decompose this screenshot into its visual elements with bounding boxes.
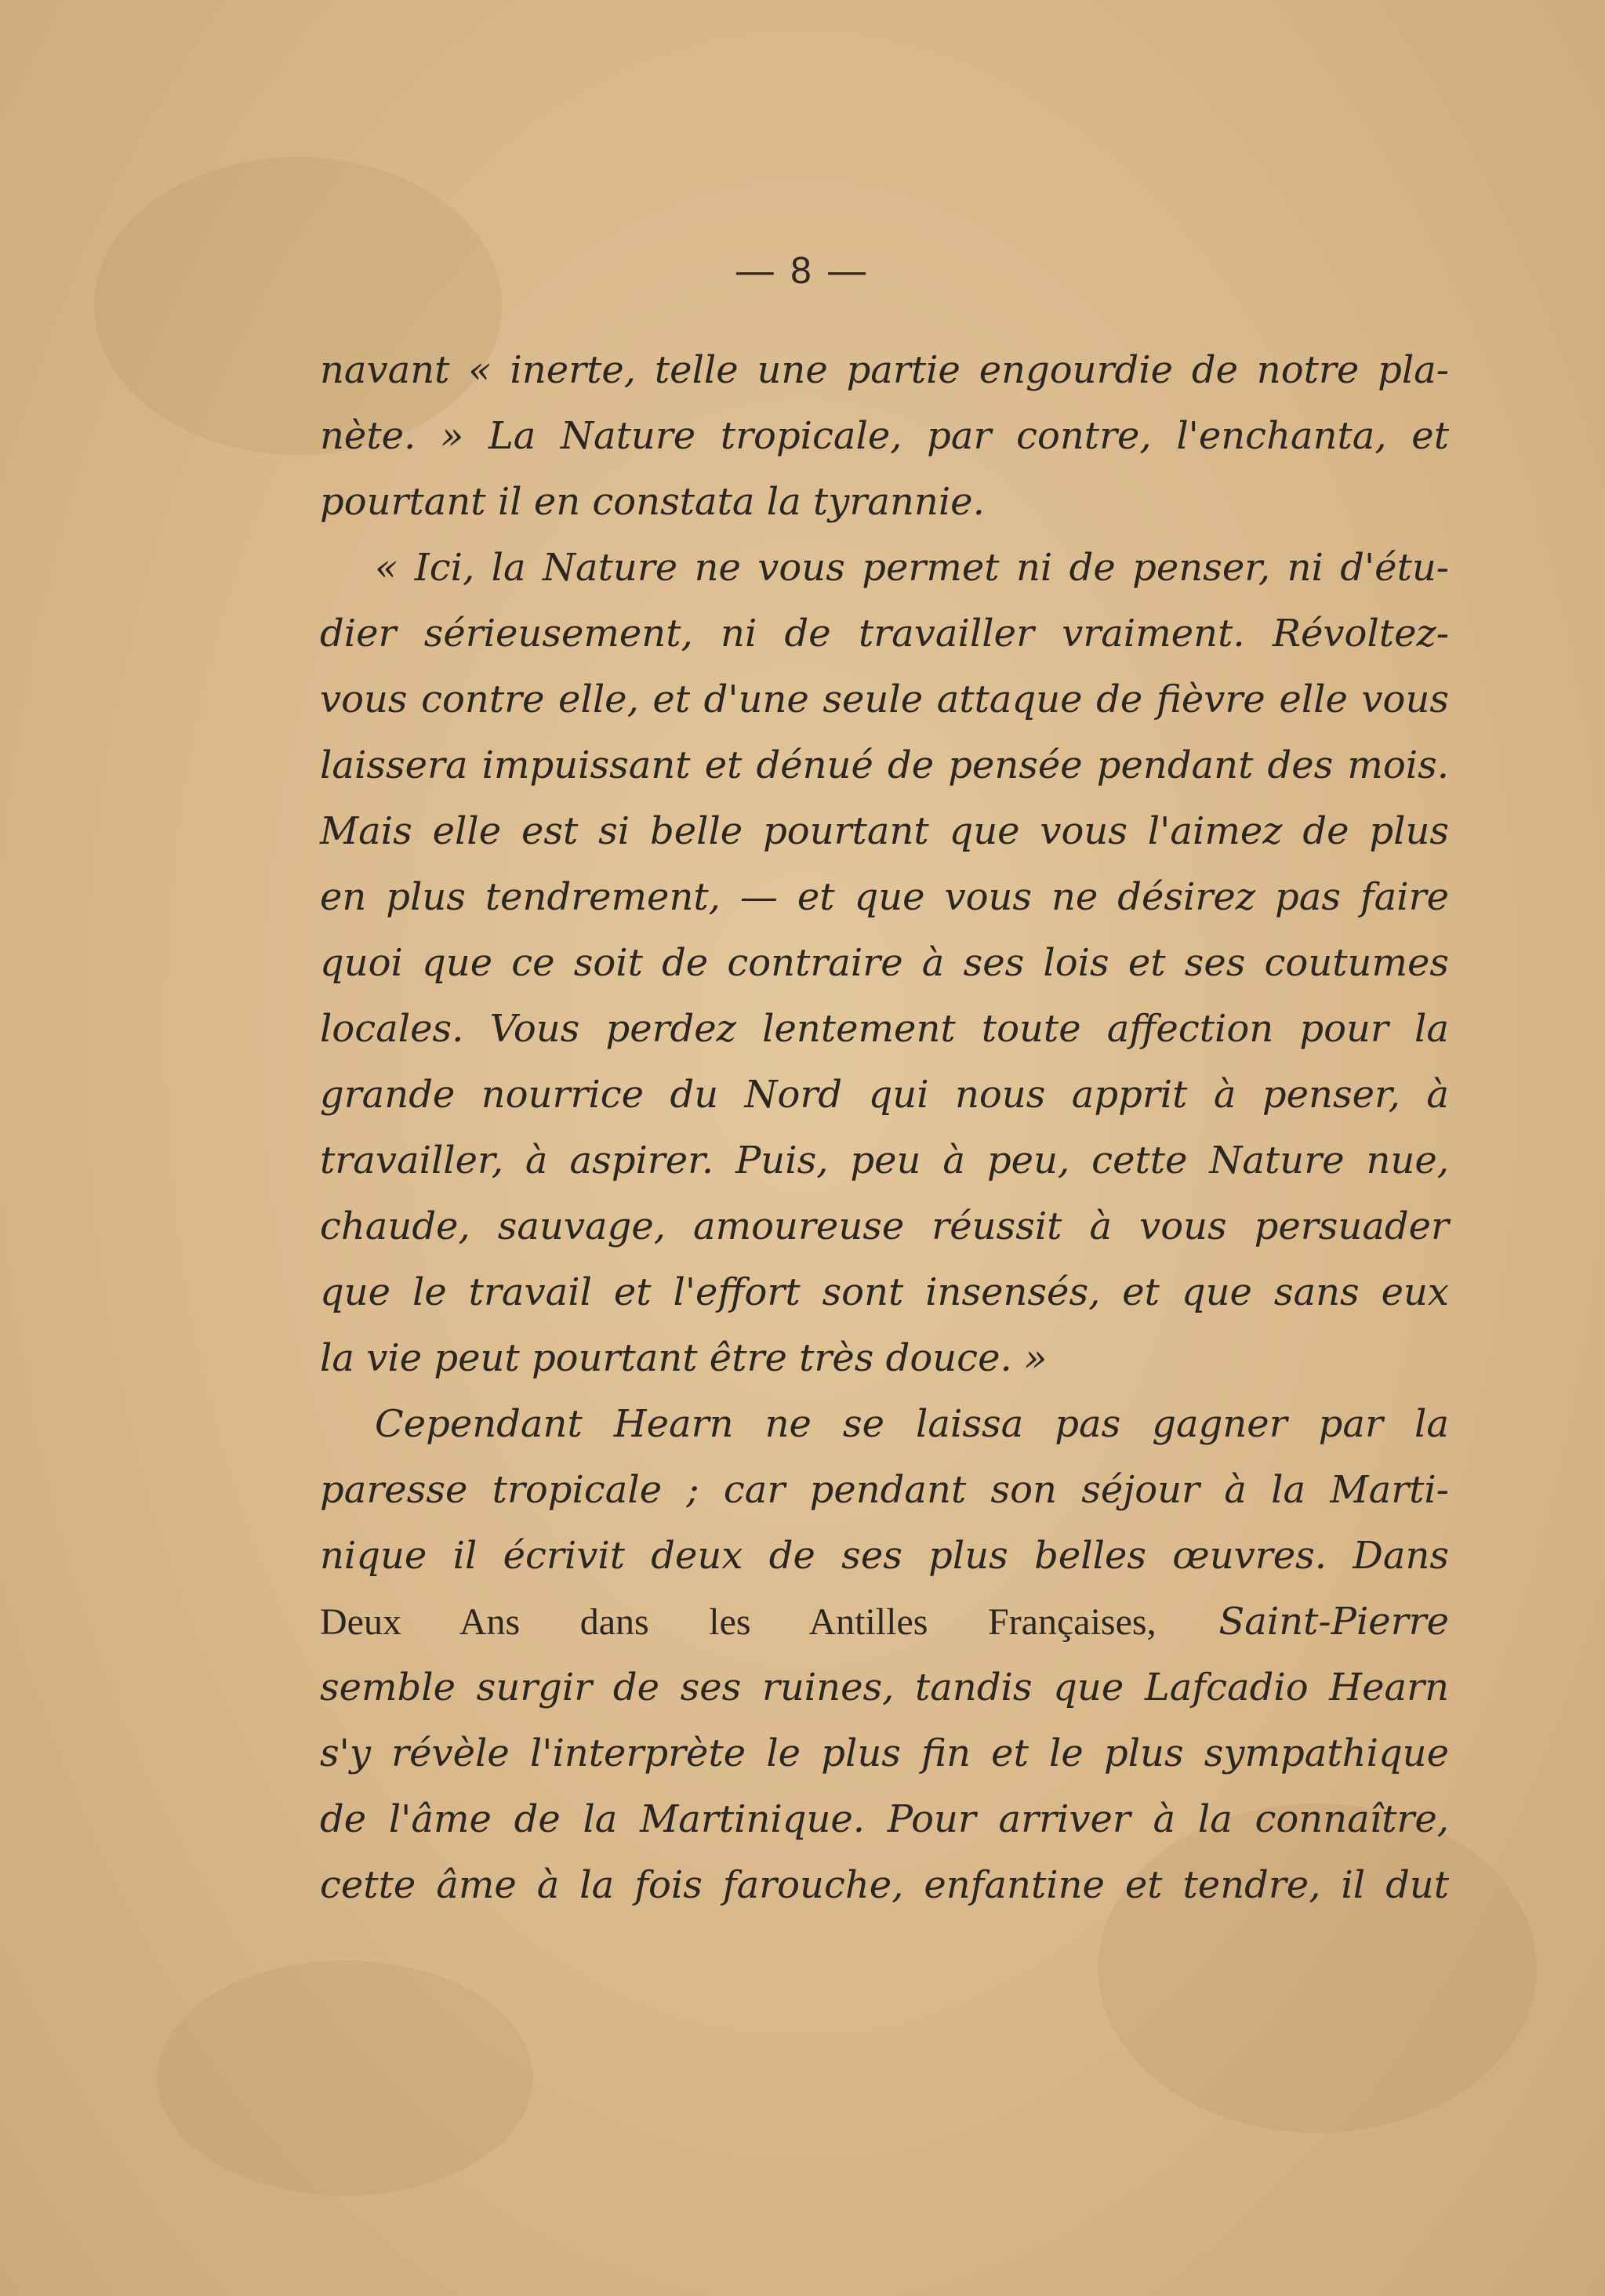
text-line: Cependant Hearn ne se laissa pas gagner par la (375, 1402, 1449, 1446)
text-line-mixed (320, 1589, 1449, 1655)
text-line: quoi que ce soit de contraire à ses lois et ses coutumes (320, 941, 1449, 985)
paper-stain (157, 1960, 533, 2196)
text-line: travailler, à aspirer. Puis, peu à peu, cette Nature nue, (320, 1139, 1449, 1183)
text-line: « Ici, la Nature ne vous permet ni de penser, ni d'étu- (375, 546, 1449, 590)
text-line: nique il écrivit deux de ses plus belles œuvres. Dans (320, 1534, 1449, 1578)
text-line: navant « inerte, telle une partie engourdie de notre pla- (320, 348, 1449, 392)
text-line: grande nourrice du Nord qui nous apprit à penser, à (320, 1073, 1449, 1117)
text-line: nète. » La Nature tropicale, par contre, l'enchanta, et (320, 414, 1449, 458)
text-line: vous contre elle, et d'une seule attaque de fièvre elle vous (320, 678, 1449, 721)
book-title: Deux Ans dans les Antilles Françaises, (320, 1601, 1157, 1643)
text-line: s'y révèle l'interprète le plus fin et le plus sympathique (320, 1731, 1449, 1775)
text-line: laissera impuissant et dénué de pensée pendant des mois. (320, 743, 1449, 787)
page-number: — 8 — (735, 250, 870, 292)
text-line: pourtant il en constata la tyrannie. (320, 480, 985, 524)
text-line: locales. Vous perdez lentement toute affection pour la (320, 1007, 1449, 1051)
text-line: cette âme à la fois farouche, enfantine et tendre, il dut (320, 1863, 1449, 1907)
text-line: Mais elle est si belle pourtant que vous l'aimez de plus (320, 809, 1449, 853)
text-line: semble surgir de ses ruines, tandis que Lafcadio Hearn (320, 1666, 1449, 1709)
text-line: de l'âme de la Martinique. Pour arriver à la connaître, (320, 1797, 1449, 1841)
text-line: en plus tendrement, — et que vous ne désirez pas faire (320, 875, 1449, 919)
text-line: dier sérieusement, ni de travailler vraiment. Révoltez- (320, 612, 1449, 656)
body-text (320, 337, 1449, 1918)
text-line: paresse tropicale ; car pendant son séjour à la Marti- (320, 1468, 1449, 1512)
text-line: chaude, sauvage, amoureuse réussit à vous persuader (320, 1204, 1449, 1248)
text-fragment: Saint-Pierre (1156, 1600, 1449, 1644)
text-line: la vie peut pourtant être très douce. » (320, 1336, 1048, 1380)
text-line: que le travail et l'effort sont insensés, et que sans eux (320, 1270, 1449, 1314)
